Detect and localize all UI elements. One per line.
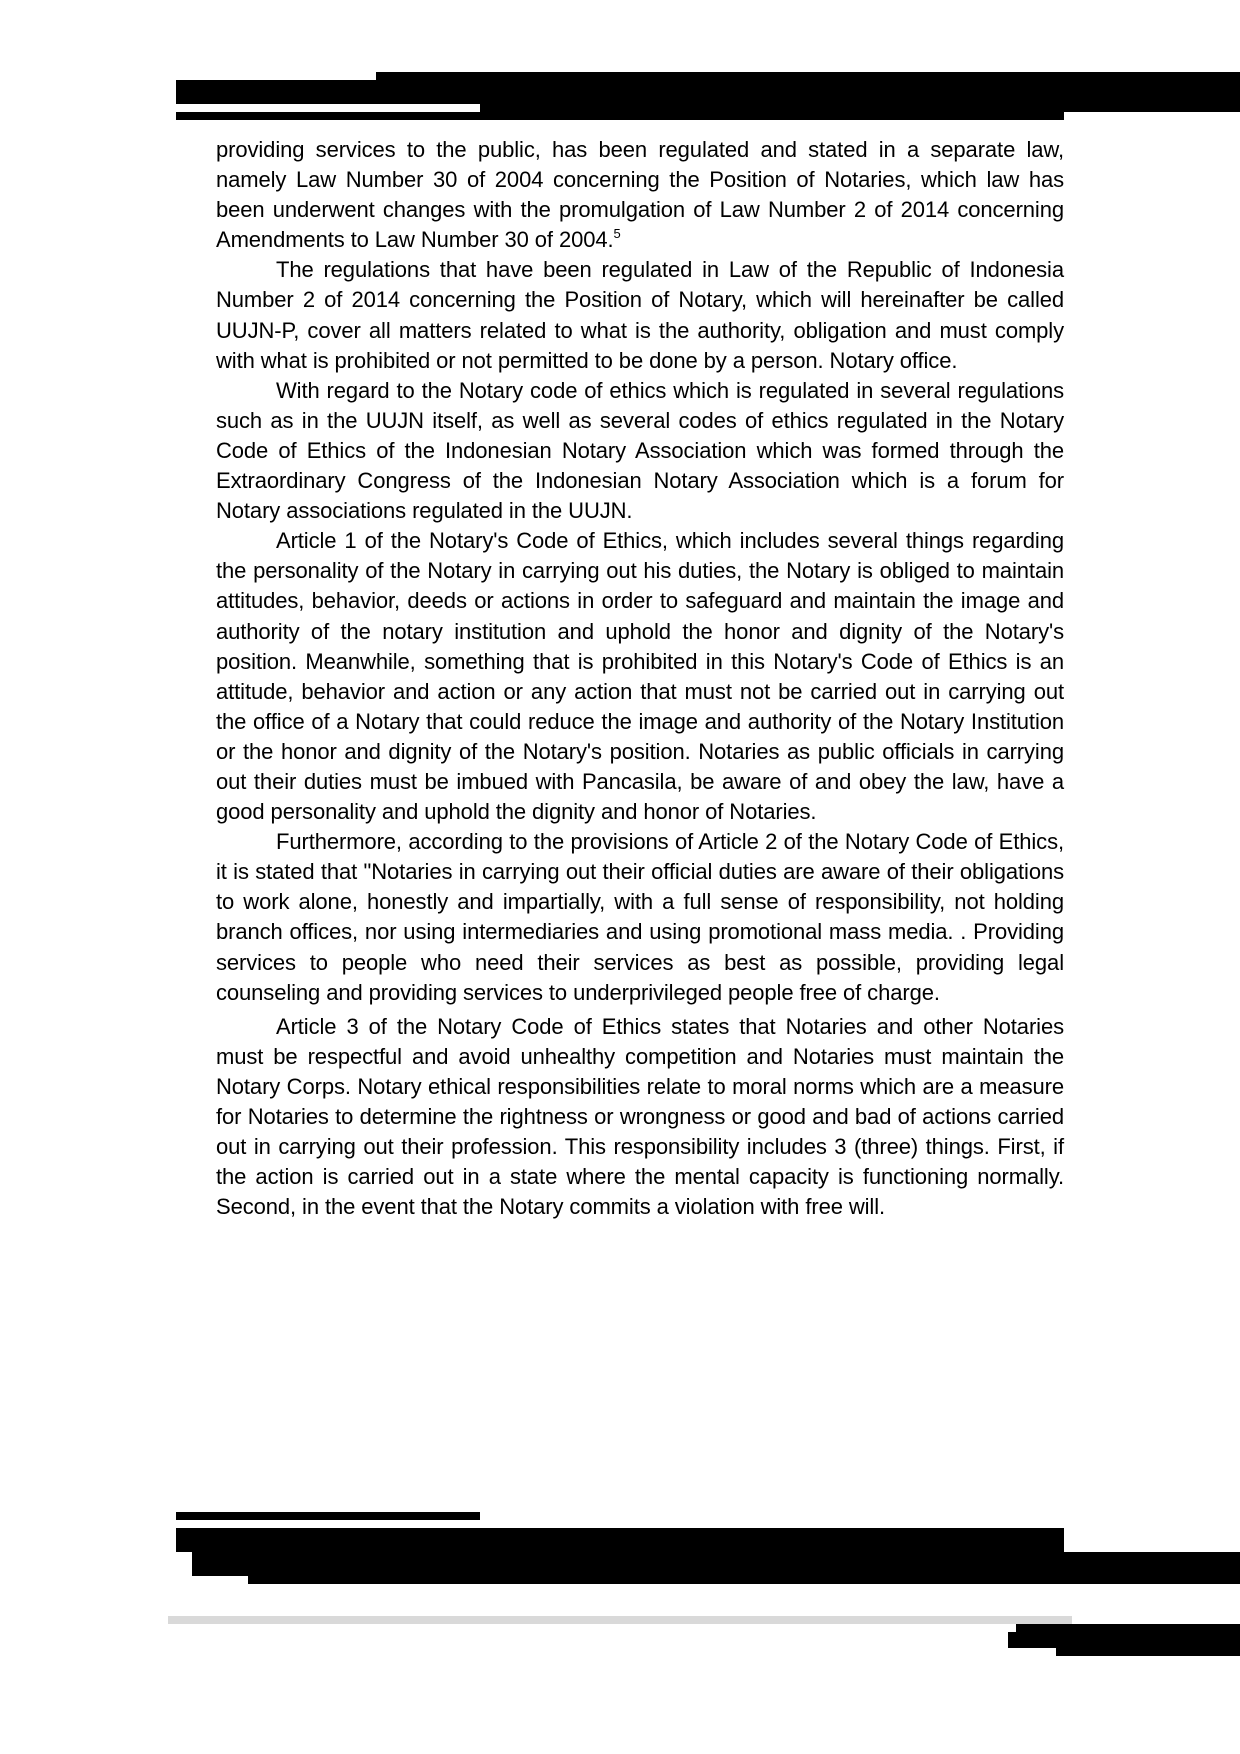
page-number-redaction-top [1016, 1624, 1240, 1632]
paragraph-text: With regard to the Notary code of ethics which is regulated in several regulations such as in the UUJN itself, as well as several codes of ethics regulated in the Notary Code of Ethics of the Indonesian Notary Association which was formed through the Extraordinary Congress of the Indonesian Notary Association which is a forum for Notary associations regulated in the UUJN. [216, 377, 1064, 524]
footer-redaction-main [176, 1528, 1064, 1552]
footer-rule [176, 1512, 480, 1520]
paragraph-1 [216, 135, 1064, 255]
document-body [216, 135, 1064, 1222]
header-redaction-top [376, 72, 1240, 80]
paragraph-5 [216, 827, 1064, 1008]
paragraph-text: Article 1 of the Notary's Code of Ethics, which includes several things regarding the personality of the Notary in carrying out his duties, the Notary is obliged to maintain attitudes, behavior, deeds or actions in order to safeguard and maintain the image and authority of the notary institution and uphold the honor and dignity of the Notary's position. Meanwhile, something that is prohibited in this Notary's Code of Ethics is an attitude, behavior and action or any action that must not be carried out in carrying out the office of a Notary that could reduce the image and authority of the Notary Institution or the honor and dignity of the Notary's position. Notaries as public officials in carrying out their duties must be imbued with Pancasila, be aware of and obey the law, have a good personality and uphold the dignity and honor of Notaries. [216, 528, 1064, 825]
page-number-redaction-mid [1008, 1632, 1240, 1648]
paragraph-6 [216, 1012, 1064, 1223]
paragraph-4 [216, 526, 1064, 827]
bottom-rule [168, 1616, 1072, 1624]
footnote-marker[interactable]: 5 [613, 226, 621, 242]
page-number-redaction-bottom [1056, 1648, 1240, 1656]
header-redaction-main [176, 80, 1240, 104]
paragraph-text: providing services to the public, has been regulated and stated in a separate law, namely Law Number 30 of 2004 concerning the Position of Notaries, which law has been underwent changes with the promulgation of Law Number 2 of 2014 concerning Amendments to Law Number 30 of 2004. [216, 137, 1064, 253]
paragraph-text: Furthermore, according to the provisions of Article 2 of the Notary Code of Ethics, it is stated that "Notaries in carrying out their official duties are aware of their obligations to work alone, honestly and impartially, with a full sense of responsibility, not holding branch offices, nor using intermediaries and using promotional mass media. . Providing services to people who need their services as best as possible, providing legal counseling and providing services to underprivileged people free of charge. [216, 829, 1064, 1005]
paragraph-text: Article 3 of the Notary Code of Ethics states that Notaries and other Notaries must be respectful and avoid unhealthy competition and Notaries must maintain the Notary Corps. Notary ethical responsibilities relate to moral norms which are a measure for Notaries to determine the rightness or wrongness or good and bad of actions carried out in carrying out their profession. This responsibility includes 3 (three) things. First, if the action is carried out in a state where the mental capacity is functioning normally. Second, in the event that the Notary commits a violation with free will. [216, 1013, 1064, 1220]
header-redaction-right [480, 104, 1240, 112]
paragraph-text: The regulations that have been regulated in Law of the Republic of Indonesia Number 2 of 2014 concerning the Position of Notary, which will hereinafter be called UUJN-P, cover all matters related to what is the authority, obligation and must comply with what is prohibited or not permitted to be done by a person. Notary office. [216, 257, 1064, 373]
footer-redaction-line3 [248, 1576, 1240, 1584]
header-rule [176, 112, 1064, 120]
paragraph-2 [216, 255, 1064, 375]
paragraph-3 [216, 376, 1064, 526]
footer-redaction-line2 [192, 1552, 1240, 1576]
